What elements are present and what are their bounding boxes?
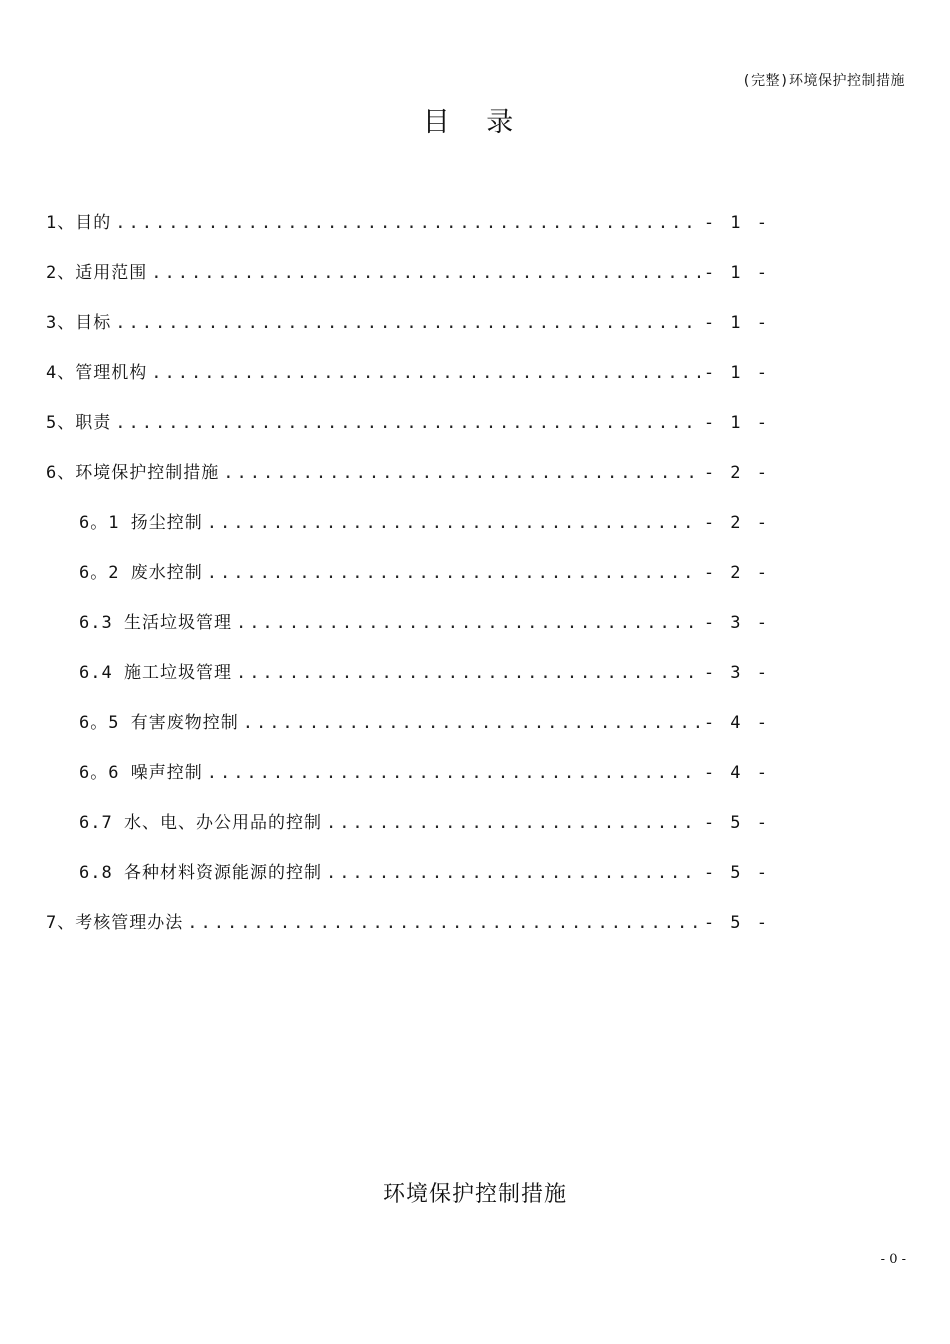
toc-subentry[interactable] <box>46 858 770 908</box>
toc-entry[interactable] <box>46 358 770 408</box>
toc-entry-label: 6.7 水、电、办公用品的控制 <box>79 813 322 833</box>
toc-page-number: - 1 - <box>703 213 770 233</box>
toc-entry-label: 5、职责 <box>46 413 112 433</box>
toc-dot-leader <box>223 458 700 488</box>
toc-page-number: - 1 - <box>703 263 770 283</box>
toc-dot-leader <box>115 408 700 438</box>
toc-subentry[interactable] <box>46 508 770 558</box>
toc-dot-leader <box>326 858 700 888</box>
toc-dot-leader <box>207 558 700 588</box>
toc-page-number: - 4 - <box>703 763 770 783</box>
toc-dot-leader <box>326 808 700 838</box>
toc-dot-leader <box>187 908 700 938</box>
toc-entry-label: 6.3 生活垃圾管理 <box>79 613 232 633</box>
toc-title: 目 录 <box>422 107 528 138</box>
toc-entry-label: 6.4 施工垃圾管理 <box>79 663 232 683</box>
toc-dot-leader <box>236 608 700 638</box>
toc-page-number: - 2 - <box>703 513 770 533</box>
toc-entry-label: 3、目标 <box>46 313 112 333</box>
toc-subentry[interactable] <box>46 708 770 758</box>
toc-dot-leader <box>207 758 700 788</box>
toc-subentry[interactable] <box>46 658 770 708</box>
document-title: 环境保护控制措施 <box>382 1182 567 1207</box>
toc-entry[interactable] <box>46 458 770 508</box>
toc-subentry[interactable] <box>46 558 770 608</box>
toc-entry[interactable] <box>46 208 770 258</box>
running-header: (完整)环境保护控制措施 <box>742 73 905 89</box>
toc-page-number: - 2 - <box>703 463 770 483</box>
toc-page-number: - 5 - <box>703 813 770 833</box>
toc-entry-label: 2、适用范围 <box>46 263 148 283</box>
toc-subentry[interactable] <box>46 608 770 658</box>
toc-subentry[interactable] <box>46 808 770 858</box>
toc-page-number: - 2 - <box>703 563 770 583</box>
toc-entry[interactable] <box>46 308 770 358</box>
toc-dot-leader <box>151 258 700 288</box>
toc-entry[interactable] <box>46 258 770 308</box>
toc-page-number: - 5 - <box>703 863 770 883</box>
toc-page-number: - 3 - <box>703 613 770 633</box>
toc-page-number: - 5 - <box>703 913 770 933</box>
toc-entry[interactable] <box>46 908 770 958</box>
toc-dot-leader <box>207 508 700 538</box>
toc-dot-leader <box>243 708 700 738</box>
toc-dot-leader <box>115 208 700 238</box>
toc-page-number: - 1 - <box>703 363 770 383</box>
toc-page-number: - 1 - <box>703 313 770 333</box>
toc-entry-label: 6。5 有害废物控制 <box>79 713 239 733</box>
toc-entry-label: 6。1 扬尘控制 <box>79 513 203 533</box>
page-number-footer: - 0 - <box>880 1252 906 1267</box>
table-of-contents <box>46 208 770 958</box>
toc-entry-label: 6、环境保护控制措施 <box>46 463 220 483</box>
toc-entry-label: 6.8 各种材料资源能源的控制 <box>79 863 322 883</box>
toc-entry-label: 7、考核管理办法 <box>46 913 184 933</box>
toc-entry[interactable] <box>46 408 770 458</box>
toc-subentry[interactable] <box>46 758 770 808</box>
toc-entry-label: 6。2 废水控制 <box>79 563 203 583</box>
toc-page-number: - 1 - <box>703 413 770 433</box>
toc-dot-leader <box>236 658 700 688</box>
toc-dot-leader <box>115 308 700 338</box>
toc-dot-leader <box>151 358 700 388</box>
toc-page-number: - 3 - <box>703 663 770 683</box>
toc-entry-label: 1、目的 <box>46 213 112 233</box>
toc-page-number: - 4 - <box>703 713 770 733</box>
toc-entry-label: 4、管理机构 <box>46 363 148 383</box>
toc-entry-label: 6。6 噪声控制 <box>79 763 203 783</box>
